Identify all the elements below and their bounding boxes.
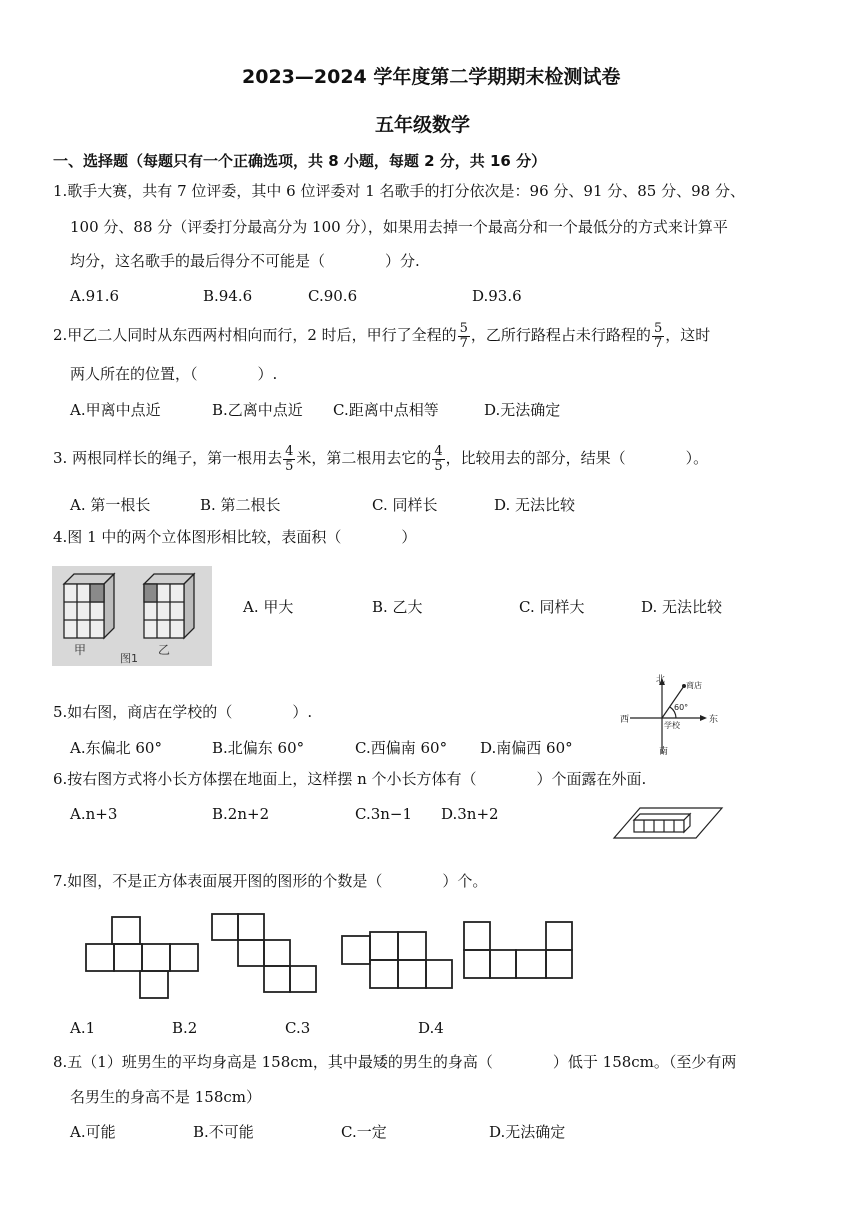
q5-option-b: B.北偏东 60°: [212, 739, 305, 757]
q2-text-c: ，这时: [665, 326, 711, 344]
q7-option-a: A.1: [70, 1019, 96, 1037]
compass-west: 西: [620, 715, 630, 725]
q3-option-a: A. 第一根长: [70, 496, 151, 514]
q3-text-b: 米，第二根用去它的: [296, 449, 432, 467]
q8-option-d: D.无法确定: [489, 1123, 566, 1141]
q3-frac2-den: 5: [434, 458, 443, 474]
q1-line3: 均分，这名歌手的最后得分不可能是（ ）分.: [70, 252, 420, 270]
figure-1-cubes: [52, 566, 212, 666]
q7-option-b: B.2: [172, 1019, 198, 1037]
q2-option-d: D.无法确定: [484, 401, 561, 419]
q4-line1: 4.图 1 中的两个立体图形相比较，表面积（ ）: [53, 528, 417, 546]
compass-east: 东: [709, 715, 719, 725]
q2-frac1-num: 5: [459, 320, 468, 336]
compass-figure: [612, 672, 722, 760]
q2-fraction-2: [652, 322, 664, 351]
q2-line1: [53, 318, 710, 352]
q1-option-d: D.93.6: [472, 287, 522, 305]
q7-option-c: C.3: [285, 1019, 311, 1037]
q2-fraction-1: [458, 322, 470, 351]
q3-frac1-den: 5: [285, 458, 294, 474]
q6-option-a: A.n+3: [70, 805, 118, 823]
q2-frac2-den: 7: [653, 335, 663, 351]
q2-frac2-num: 5: [653, 320, 663, 336]
q3-line1: [53, 441, 708, 475]
q5-option-a: A.东偏北 60°: [70, 739, 162, 757]
fig1-label-yi: 乙: [158, 643, 171, 657]
q1-line2: 100 分、88 分（评委打分最高分为 100 分），如果用去掉一个最高分和一个最低分的方式来计算平: [70, 218, 728, 236]
q7-option-d: D.4: [418, 1019, 444, 1037]
q2-option-b: B.乙离中点近: [212, 401, 303, 419]
q6-option-d: D.3n+2: [441, 805, 499, 823]
q3-option-c: C. 同样长: [372, 496, 438, 514]
q5-line1: 5.如右图，商店在学校的（ ）.: [53, 703, 313, 721]
q8-line2: 名男生的身高不是 158cm）: [70, 1088, 262, 1106]
compass-store: 商店: [686, 681, 702, 690]
q6-option-c: C.3n−1: [355, 805, 413, 823]
q3-fraction-2: [432, 445, 444, 474]
q3-text-c: ，比较用去的部分，结果（ ）。: [445, 449, 709, 467]
q2-text-a: 2.甲乙二人同时从东西两村相向而行，2 时后，甲行了全程的: [53, 326, 457, 344]
q3-option-d: D. 无法比较: [494, 496, 576, 514]
fig1-caption: 图1: [120, 652, 138, 665]
compass-school: 学校: [664, 721, 680, 730]
q2-frac1-den: 7: [459, 335, 468, 351]
page-subtitle: 五年级数学: [375, 114, 471, 136]
q2-text-b: ，乙所行路程占未行路程的: [470, 326, 651, 344]
q6-line1: 6.按右图方式将小长方体摆在地面上，这样摆 n 个小长方体有（ ）个面露在外面.: [53, 770, 647, 788]
q1-option-b: B.94.6: [203, 287, 253, 305]
cuboids-figure: [612, 800, 724, 842]
cube-nets-figure: [84, 912, 574, 1000]
q4-option-a: A. 甲大: [243, 598, 294, 616]
q6-option-b: B.2n+2: [212, 805, 270, 823]
q5-option-c: C.西偏南 60°: [355, 739, 448, 757]
q3-text-a: 3. 两根同样长的绳子，第一根用去: [53, 449, 283, 467]
q3-frac1-num: 4: [285, 443, 294, 459]
q8-line1: 8.五（1）班男生的平均身高是 158cm，其中最矮的男生的身高（ ）低于 158cm。（至少有两: [53, 1053, 737, 1071]
fig1-label-jia: 甲: [74, 643, 87, 657]
q3-frac2-num: 4: [434, 443, 443, 459]
q1-option-a: A.91.6: [70, 287, 119, 305]
q7-line1: 7.如图，不是正方体表面展开图的图形的个数是（ ）个。: [53, 872, 488, 890]
q3-option-b: B. 第二根长: [200, 496, 281, 514]
q1-option-c: C.90.6: [308, 287, 358, 305]
q3-fraction-1: [283, 445, 295, 474]
compass-angle: 60°: [674, 703, 689, 712]
q2-option-c: C.距离中点相等: [333, 401, 439, 419]
q5-option-d: D.南偏西 60°: [480, 739, 573, 757]
q2-option-a: A.甲离中点近: [70, 401, 161, 419]
q8-option-a: A.可能: [70, 1123, 116, 1141]
q4-option-c: C. 同样大: [519, 598, 585, 616]
section-header: 一、选择题（每题只有一个正确选项，共 8 小题，每题 2 分，共 16 分）: [53, 152, 547, 170]
q1-line1: 1.歌手大赛，共有 7 位评委，其中 6 位评委对 1 名歌手的打分依次是：96 分、91 分、85 分、98 分、: [53, 182, 745, 200]
q2-line2: 两人所在的位置，（ ）.: [70, 365, 278, 383]
q8-option-c: C.一定: [341, 1123, 387, 1141]
compass-north: 北: [656, 675, 666, 685]
page-title: 2023—2024 学年度第二学期期末检测试卷: [242, 66, 621, 88]
q8-option-b: B.不可能: [193, 1123, 254, 1141]
compass-south: 南: [659, 747, 669, 757]
q4-option-d: D. 无法比较: [641, 598, 723, 616]
q4-option-b: B. 乙大: [372, 598, 423, 616]
